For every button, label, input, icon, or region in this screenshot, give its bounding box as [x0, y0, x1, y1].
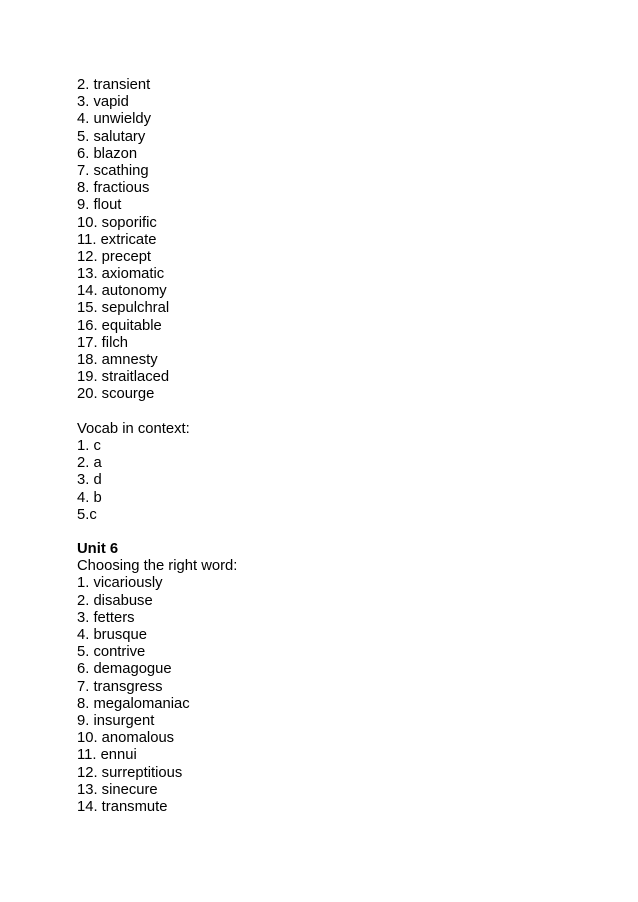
list-item: 1. c	[77, 437, 101, 454]
unit-title: Unit 6	[77, 541, 119, 558]
list-item: 15. sepulchral	[77, 300, 170, 317]
list-item: 17. filch	[77, 334, 128, 351]
list-item: 7. scathing	[77, 162, 149, 179]
section-heading: Choosing the right word:	[77, 558, 238, 575]
list-item: 4. b	[77, 489, 102, 506]
list-item: 1. vicariously	[77, 575, 163, 592]
list-item: 13. axiomatic	[77, 266, 165, 283]
list-item: 12. precept	[77, 248, 152, 265]
list-item: 9. insurgent	[77, 712, 155, 729]
list-item: 11. ennui	[77, 747, 137, 764]
list-item: 10. soporific	[77, 214, 157, 231]
paragraph-gap	[77, 524, 597, 541]
list-item: 13. sinecure	[77, 781, 158, 798]
list-item: 14. autonomy	[77, 283, 167, 300]
vocab-in-context-section	[77, 421, 597, 524]
list-item: 10. anomalous	[77, 730, 175, 747]
list-item: 4. brusque	[77, 627, 147, 643]
list-item: 11. extricate	[77, 231, 157, 248]
list-item: 9. flout	[77, 197, 122, 214]
list-item: 4. unwieldy	[77, 111, 152, 128]
unit-6-section	[77, 541, 597, 816]
list-item: 8. fractious	[77, 180, 150, 197]
list-item: 3. d	[77, 472, 102, 489]
paragraph-gap	[77, 404, 597, 421]
answer-list-continued	[77, 77, 597, 404]
list-item: 14. transmute	[77, 798, 168, 815]
list-item: 6. blazon	[77, 145, 138, 162]
list-item: 19. straitlaced	[77, 369, 170, 386]
section-heading: Vocab in context:	[77, 420, 190, 437]
list-item: 2. disabuse	[77, 592, 153, 609]
list-item: 5. salutary	[77, 128, 146, 145]
list-item: 12. surreptitious	[77, 764, 183, 781]
list-item: 3. vapid	[77, 94, 129, 111]
list-item: 3. fetters	[77, 609, 135, 626]
list-item: 7. transgress	[77, 678, 163, 695]
list-item: 2. transient	[77, 77, 151, 93]
list-item: 6. demagogue	[77, 661, 172, 678]
list-item: 18. amnesty	[77, 352, 158, 368]
list-item: 20. scourge	[77, 386, 155, 403]
document-page	[77, 77, 597, 816]
list-item: 2. a	[77, 455, 102, 472]
list-item: 16. equitable	[77, 317, 162, 334]
list-item: 5.c	[77, 506, 97, 523]
list-item: 8. megalomaniac	[77, 695, 190, 712]
list-item: 5. contrive	[77, 644, 146, 661]
